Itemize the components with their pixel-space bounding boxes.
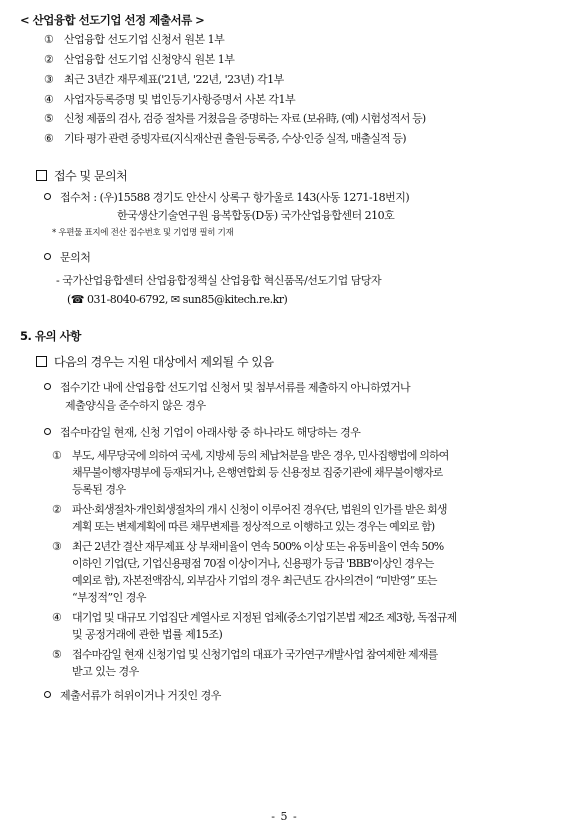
inquiry-line1: - 국가산업융합센터 산업융합정책실 산업융합 혁신품목/선도기업 담당자: [56, 274, 382, 287]
phone-number: 031-8040-6792,: [87, 293, 168, 306]
bullet-item: 접수기간 내에 산업융합 선도기업 신청서 및 첨부서류를 제출하지 아니하였거나: [44, 381, 410, 395]
sub-item-cont: 받고 있는 경우: [72, 665, 139, 678]
page-number: - 5 -: [271, 810, 298, 823]
sub-item-cont: 채무불이행자명부에 등재되거나, 은행연합회 등 신용정보 집중기관에 채무불이행자로: [72, 466, 443, 479]
reception-address-line2: 한국생산기술연구원 융복합동(D동) 국가산업융합센터 210호: [117, 209, 395, 222]
sub-item: ② 파산·회생절차·개인회생절차의 개시 신청이 이루어진 경우(단, 법원의 인가를 받은 회생: [52, 503, 447, 516]
mail-icon: ✉: [170, 293, 180, 306]
bullet-item: 제출서류가 허위이거나 거짓인 경우: [44, 689, 221, 703]
bullet-item-cont: 제출양식을 준수하지 않은 경우: [65, 399, 206, 412]
phone-icon: ☎: [70, 293, 84, 306]
exclusion-heading: 다음의 경우는 지원 대상에서 제외될 수 있음: [36, 355, 274, 369]
contact-heading: 접수 및 문의처: [36, 169, 127, 183]
circle-bullet-icon: [44, 691, 51, 698]
email-address: sun85@kitech.re.kr): [182, 293, 288, 306]
submit-item: ⑥ 기타 평가 관련 증빙자료(지식재산권 출원·등록증, 수상·인증 실적, 매출실적 등): [44, 132, 406, 145]
checkbox-square-icon: [36, 170, 47, 181]
sub-item-cont: 이하인 기업(단, 기업신용평점 70점 이상이거나, 신용평가 등급 'BBB'이상인 경우는: [72, 557, 434, 570]
submit-item: ② 산업융합 선도기업 신청양식 원본 1부: [44, 53, 235, 66]
submit-title: < 산업융합 선도기업 선정 제출서류 >: [20, 13, 205, 27]
reception-address: 접수처 : (우)15588 경기도 안산시 상록구 항가울로 143(사동 1271-18번지): [44, 191, 409, 205]
circle-bullet-icon: [44, 253, 51, 260]
section5-title: 5. 유의 사항: [20, 329, 81, 343]
inquiry-label: 문의처: [44, 251, 90, 265]
submit-item: ③ 최근 3년간 재무제표('21년, '22년, '23년) 각1부: [44, 73, 284, 86]
sub-item-cont: 등록된 경우: [72, 483, 126, 496]
reception-note: * 우편물 표지에 전산 접수번호 및 기업명 필히 기재: [52, 228, 234, 238]
sub-item: ③ 최근 2년간 결산 재무제표 상 부채비율이 연속 500% 이상 또는 유동비율이 연속 50%: [52, 540, 444, 553]
submit-item: ④ 사업자등록증명 및 법인등기사항증명서 사본 각1부: [44, 93, 296, 106]
sub-item-cont: 예외로 함), 자본전액잠식, 외부감사 기업의 경우 최근년도 감사의견이 “미반영” 또는: [72, 574, 437, 587]
inquiry-contact: (☎ 031-8040-6792, ✉ sun85@kitech.re.kr): [67, 293, 288, 306]
checkbox-square-icon: [36, 356, 47, 367]
sub-item: ⑤ 접수마감일 현재 신청기업 및 신청기업의 대표가 국가연구개발사업 참여제한 제재를: [52, 648, 438, 661]
bullet-item: 접수마감일 현재, 신청 기업이 아래사항 중 하나라도 해당하는 경우: [44, 426, 360, 440]
sub-item-cont: “부정적”인 경우: [72, 591, 146, 604]
sub-item: ① 부도, 세무당국에 의하여 국세, 지방세 등의 체납처분을 받은 경우, 민사집행법에 의하여: [52, 449, 449, 462]
sub-item-cont: 계획 또는 변제계획에 따른 채무변제를 정상적으로 이행하고 있는 경우는 예외로 함): [72, 520, 435, 533]
circle-bullet-icon: [44, 428, 51, 435]
circle-bullet-icon: [44, 383, 51, 390]
circle-bullet-icon: [44, 193, 51, 200]
sub-item-cont: 및 공정거래에 관한 법률 제15조): [72, 628, 223, 641]
submit-item: ⑤ 신청 제품의 검사, 검증 절차를 거쳤음을 증명하는 자료 (보유時, (예) 시험성적서 등): [44, 112, 426, 125]
submit-item: ① 산업융합 선도기업 신청서 원본 1부: [44, 33, 225, 46]
sub-item: ④ 대기업 및 대규모 기업집단 계열사로 지정된 업체(중소기업기본법 제2조 제3항, 독점규제: [52, 611, 457, 624]
